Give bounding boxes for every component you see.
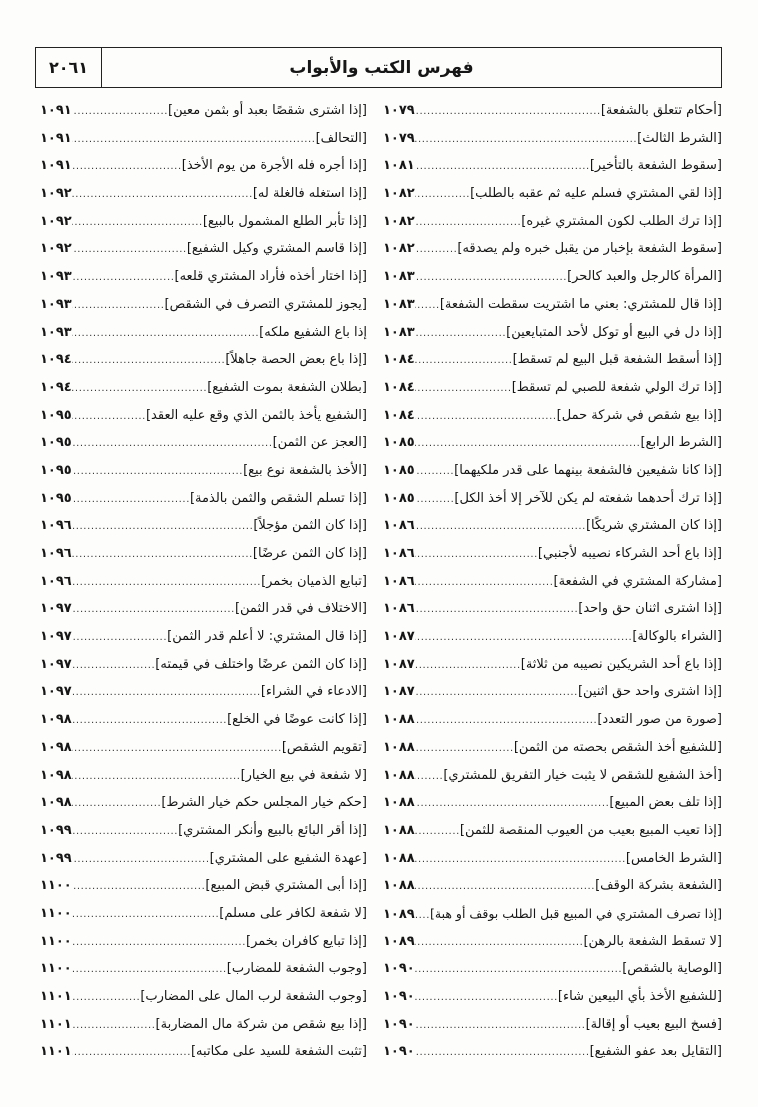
dot-leader xyxy=(72,403,146,430)
entry-page: ١٠٧٩ xyxy=(383,130,415,146)
entry-page: ١٠٨٦ xyxy=(383,601,415,617)
entry-title: [فسخ البيع بعيب أو إقالة] xyxy=(585,1016,722,1032)
index-entry xyxy=(383,623,722,651)
index-entry xyxy=(40,291,367,319)
dot-leader xyxy=(72,430,273,457)
dot-leader xyxy=(72,818,178,845)
entry-page: ١١٠١ xyxy=(40,1044,72,1060)
dot-leader xyxy=(415,569,554,596)
entry-page: ١٠٩٦ xyxy=(40,573,72,589)
index-entry xyxy=(383,928,722,956)
entry-page: ١٠٨٩ xyxy=(383,906,415,922)
entry-title: [إذا ترك الولي شفعة للصبي لم تسقط] xyxy=(511,379,722,395)
entry-page: ١٠٩٧ xyxy=(40,601,72,617)
entry-title: [يجوز للمشتري التصرف في الشقص] xyxy=(164,296,367,312)
entry-page: ١٠٩٧ xyxy=(40,656,72,672)
entry-title: [إذا باع بعض الحصة جاهلاً] xyxy=(225,352,367,368)
entry-page: ١٠٩٥ xyxy=(40,462,72,478)
index-entry xyxy=(40,595,367,623)
index-entry xyxy=(383,595,722,623)
dot-leader xyxy=(72,679,261,706)
dot-leader xyxy=(415,984,558,1011)
entry-title: [التقايل بعد عفو الشفيع] xyxy=(589,1044,722,1060)
dot-leader xyxy=(415,929,584,956)
index-entry xyxy=(40,983,367,1011)
index-entry xyxy=(383,346,722,374)
dot-leader xyxy=(415,98,601,125)
entry-title: [سقوط الشفعة بإخبار من يقبل خبره ولم يصدقه] xyxy=(457,241,722,257)
dot-leader xyxy=(72,569,261,596)
entry-page: ١٠٩٢ xyxy=(40,213,72,229)
dot-leader xyxy=(72,596,235,623)
entry-page: ١٠٩٣ xyxy=(40,269,72,285)
index-entry xyxy=(383,374,722,402)
dot-leader xyxy=(72,209,203,236)
dot-leader xyxy=(72,735,282,762)
entry-title: [أحكام تتعلق بالشفعة] xyxy=(600,103,722,118)
entry-title: [إذا اشترى شقصًا بعبد أو بثمن معين] xyxy=(168,103,367,118)
dot-leader xyxy=(415,430,641,457)
dot-leader xyxy=(72,126,316,153)
entry-page: ١٠٩٣ xyxy=(40,324,72,340)
dot-leader xyxy=(415,126,637,153)
index-entry xyxy=(40,263,367,291)
entry-page: ١٠٩٦ xyxy=(40,546,72,561)
entry-title: [حكم خيار المجلس حكم خيار الشرط] xyxy=(161,795,367,811)
entry-page: ١٠٩٢ xyxy=(40,186,72,202)
index-entry xyxy=(383,152,722,180)
entry-title: [العجز عن الثمن] xyxy=(272,435,367,451)
dot-leader xyxy=(72,153,182,180)
index-entry xyxy=(383,817,722,845)
dot-leader xyxy=(415,264,567,291)
entry-title: [أخذ الشفيع للشقص لا يثبت خيار التفريق للمشتري] xyxy=(443,767,722,783)
dot-leader xyxy=(72,790,162,817)
dot-leader xyxy=(72,901,220,928)
entry-title: [الشرط الرابع] xyxy=(640,435,722,451)
entry-title: [إذا أبى المشتري قبض المبيع] xyxy=(205,878,367,894)
entry-title: [الشفيع يأخذ بالثمن الذي وقع عليه العقد] xyxy=(145,407,367,423)
index-entry xyxy=(383,402,722,430)
index-entry xyxy=(40,125,367,153)
index-entry xyxy=(40,152,367,180)
entry-page: ١٠٨٦ xyxy=(383,518,415,534)
dot-leader xyxy=(72,513,254,540)
entry-title: [إذا قاسم المشتري وكيل الشفيع] xyxy=(186,241,367,257)
entry-title: [إذا اختار أخذه فأراد المشتري قلعه] xyxy=(174,269,367,285)
entry-title: [للشفيع أخذ الشقص بحصته من الثمن] xyxy=(513,739,722,755)
entry-page: ١٠٩٧ xyxy=(40,629,72,645)
index-entry xyxy=(383,1011,722,1039)
dot-leader xyxy=(415,679,578,706)
index-entry xyxy=(40,540,367,568)
entry-title: [الشرط الخامس] xyxy=(625,850,722,866)
dot-leader xyxy=(72,984,141,1011)
index-entry xyxy=(40,762,367,790)
index-entry xyxy=(40,568,367,596)
dot-leader xyxy=(415,375,512,402)
index-entry xyxy=(40,208,367,236)
entry-page: ١٠٩٢ xyxy=(40,241,72,257)
index-entry xyxy=(40,900,367,928)
index-entry xyxy=(40,1038,367,1066)
index-entry xyxy=(383,762,722,790)
entry-page: ١٠٨١ xyxy=(383,158,415,174)
entry-title: [وجوب الشفعة لرب المال على المضارب] xyxy=(140,989,367,1004)
entry-title: [إذا قال المشتري: لا أعلم قدر الثمن] xyxy=(167,629,367,645)
dot-leader xyxy=(415,486,455,513)
index-entry xyxy=(40,872,367,900)
entry-page: ١٠٩٩ xyxy=(40,822,72,838)
entry-page: ١٠٨٧ xyxy=(383,684,415,700)
entry-page: ١٠٩٠ xyxy=(383,989,415,1004)
index-entry xyxy=(40,319,367,347)
entry-page: ١٠٨٤ xyxy=(383,379,415,395)
entry-page: ١٠٨٣ xyxy=(383,269,415,285)
dot-leader xyxy=(415,513,586,540)
entry-page: ١٠٨٤ xyxy=(383,352,415,368)
index-column-left xyxy=(40,97,367,1066)
dot-leader xyxy=(415,236,458,263)
entry-title: [إذا كانا شفيعين فالشفعة بينهما على قدر ملكيهما] xyxy=(454,462,722,478)
index-entry xyxy=(383,512,722,540)
index-entry xyxy=(40,678,367,706)
dot-leader xyxy=(415,1012,586,1039)
index-entry xyxy=(383,734,722,762)
entry-page: ١٠٩٥ xyxy=(40,407,72,423)
entry-title: [بطلان الشفعة بموت الشفيع] xyxy=(207,379,367,395)
dot-leader xyxy=(72,236,187,263)
entry-page: ١١٠٠ xyxy=(40,933,72,949)
entry-page: ١٠٨٩ xyxy=(383,933,415,949)
entry-page: ١٠٩٥ xyxy=(40,490,72,506)
entry-title: [إذا استغله فالغلة له] xyxy=(252,186,367,202)
dot-leader xyxy=(415,624,633,651)
dot-leader xyxy=(72,541,253,568)
dot-leader xyxy=(415,818,460,845)
entry-page: ١٠٨٥ xyxy=(383,435,415,451)
entry-page: ١٠٩٠ xyxy=(383,1016,415,1032)
entry-title: [الشرط الثالث] xyxy=(637,130,722,146)
entry-page: ١٠٩١ xyxy=(40,130,72,146)
entry-title: [إذا بيع شقص في شركة حمل] xyxy=(556,407,722,423)
entry-page: ١٠٨٨ xyxy=(383,712,415,728)
index-column-right xyxy=(383,97,722,1066)
entry-page: ١٠٨٤ xyxy=(383,407,415,423)
entry-page: ١٠٨٧ xyxy=(383,629,415,645)
dot-leader xyxy=(415,763,444,790)
entry-title: [إذا بيع شقص من شركة مال المضاربة] xyxy=(155,1016,367,1032)
index-entry xyxy=(383,429,722,457)
dot-leader xyxy=(72,98,168,125)
dot-leader xyxy=(72,486,190,513)
dot-leader xyxy=(415,956,622,983)
index-entry xyxy=(383,457,722,485)
page-number: ٢٠٦١ xyxy=(36,48,102,87)
index-entry xyxy=(40,706,367,734)
index-entry xyxy=(40,651,367,679)
entry-title: [إذا أسقط الشفعة قبل البيع لم تسقط] xyxy=(512,352,722,368)
entry-title: [صورة من صور التعدد] xyxy=(597,712,722,728)
entry-title: [الشراء بالوكالة] xyxy=(632,629,722,645)
entry-title: [إذا قال للمشتري: بعني ما اشتريت سقطت الشفعة] xyxy=(439,296,722,312)
entry-title: [عهدة الشفيع على المشتري] xyxy=(209,850,367,866)
entry-title: [إذا تأبر الطلع المشمول بالبيع] xyxy=(202,213,367,229)
dot-leader xyxy=(72,624,167,651)
entry-title: [وجوب الشفعة للمضارب] xyxy=(226,961,367,977)
dot-leader xyxy=(415,846,626,873)
entry-title: [إذا تبايع كافران بخمر] xyxy=(246,933,367,949)
entry-title: [إذا لقي المشتري فسلم عليه ثم عقبه بالطلب] xyxy=(470,186,722,202)
entry-title: [للشفيع الأخذ بأي البيعين شاء] xyxy=(557,989,722,1004)
entry-page: ١٠٨٣ xyxy=(383,324,415,340)
dot-leader xyxy=(72,846,210,873)
entry-title: [الاختلاف في قدر الثمن] xyxy=(234,601,367,617)
dot-leader xyxy=(415,541,538,568)
entry-page: ١٠٩٩ xyxy=(40,850,72,866)
index-entry xyxy=(383,983,722,1011)
index-entry xyxy=(40,734,367,762)
entry-title: [إذا اشترى واحد حق اثنين] xyxy=(577,684,722,700)
entry-title: [تبايع الذميان بخمر] xyxy=(261,573,367,589)
entry-page: ١٠٩٧ xyxy=(40,684,72,700)
entry-page: ١٠٨٣ xyxy=(383,296,415,312)
entry-title: [إذا تعيب المبيع بعيب من العيوب المنقصة للثمن] xyxy=(459,822,722,838)
entry-title: [إذا دل في البيع أو توكل لأحد المتبايعين] xyxy=(506,324,722,340)
index-entry xyxy=(383,568,722,596)
index-entry xyxy=(40,1011,367,1039)
entry-page: ١٠٨٥ xyxy=(383,490,415,506)
entry-title: [الشفعة بشركة الوقف] xyxy=(595,878,722,894)
entry-title: [إذا باع أحد الشركاء نصيبه لأجنبي] xyxy=(537,546,722,561)
entry-title: [إذا كان الثمن مؤجلاً] xyxy=(253,518,367,534)
entry-title: [سقوط الشفعة بالتأخير] xyxy=(589,158,722,174)
index-entry xyxy=(40,928,367,956)
dot-leader xyxy=(72,292,165,319)
entry-title: [إذا كانت عوضًا في الخلع] xyxy=(227,712,367,728)
entry-title: [الأخذ بالشفعة نوع بيع] xyxy=(243,462,367,478)
index-entry xyxy=(40,374,367,402)
dot-leader xyxy=(72,956,227,983)
entry-page: ١١٠١ xyxy=(40,989,72,1004)
index-entry xyxy=(383,900,722,928)
dot-leader xyxy=(415,652,521,679)
entry-page: ١٠٨٢ xyxy=(383,213,415,229)
index-entry xyxy=(383,845,722,873)
index-entry xyxy=(40,457,367,485)
entry-title: [التحالف] xyxy=(315,130,367,146)
entry-title: [إذا ترك أحدهما شفعته لم يكن للآخر إلا أخذ الكل] xyxy=(454,490,722,506)
index-entry xyxy=(40,429,367,457)
entry-page: ١٠٨٨ xyxy=(383,822,415,838)
entry-page: ١٠٨٨ xyxy=(383,850,415,866)
entry-page: ١٠٩٠ xyxy=(383,961,415,977)
index-entry xyxy=(383,180,722,208)
entry-page: ١٠٩٨ xyxy=(40,739,72,755)
entry-page: ١٠٨٦ xyxy=(383,573,415,589)
entry-title: [إذا باع أحد الشريكين نصيبه من ثلاثة] xyxy=(520,656,722,672)
index-entry xyxy=(383,125,722,153)
entry-title: [لا شفعة في بيع الخيار] xyxy=(240,767,367,783)
entry-page: ١٠٨٥ xyxy=(383,462,415,478)
dot-leader xyxy=(72,264,175,291)
entry-title: [مشاركة المشتري في الشفعة] xyxy=(553,573,722,589)
entry-title: [إذا تصرف المشتري في المبيع قبل الطلب بوقف أو هبة] xyxy=(430,905,722,921)
dot-leader xyxy=(415,209,522,236)
entry-title: [إذا تلف بعض المبيع] xyxy=(609,795,722,811)
dot-leader xyxy=(72,181,253,208)
index-entry xyxy=(383,678,722,706)
entry-page: ١٠٩٨ xyxy=(40,767,72,783)
entry-page: ١٠٨٨ xyxy=(383,878,415,894)
entry-page: ١١٠١ xyxy=(40,1016,72,1032)
dot-leader xyxy=(415,292,440,319)
entry-title: [لا شفعة لكافر على مسلم] xyxy=(219,905,367,921)
dot-leader xyxy=(72,873,206,900)
entry-title: [الادعاء في الشراء] xyxy=(260,684,367,700)
dot-leader xyxy=(415,707,598,734)
entry-page: ١٠٨٨ xyxy=(383,767,415,783)
index-entry xyxy=(383,97,722,125)
entry-title: [المرأة كالرجل والعبد كالحر] xyxy=(567,269,722,285)
entry-page: ١٠٩١ xyxy=(40,158,72,174)
entry-page: ١٠٨٨ xyxy=(383,739,415,755)
entry-page: ١٠٨٨ xyxy=(383,795,415,811)
dot-leader xyxy=(72,707,227,734)
dot-leader xyxy=(72,1012,156,1039)
dot-leader xyxy=(415,458,454,485)
index-entry xyxy=(40,97,367,125)
index-entry xyxy=(40,346,367,374)
index-entry xyxy=(383,540,722,568)
dot-leader xyxy=(72,652,156,679)
entry-page: ١٠٨٢ xyxy=(383,186,415,202)
entry-title: [إذا تسلم الشقص والثمن بالذمة] xyxy=(189,490,367,506)
dot-leader xyxy=(415,347,513,374)
index-entry xyxy=(40,180,367,208)
entry-title: [تقويم الشقص] xyxy=(281,739,367,755)
index-entry xyxy=(40,512,367,540)
entry-page: ١٠٩٥ xyxy=(40,435,72,451)
dot-leader xyxy=(72,763,241,790)
entry-page: ١١٠٠ xyxy=(40,961,72,977)
dot-leader xyxy=(72,458,243,485)
dot-leader xyxy=(72,1039,191,1066)
dot-leader xyxy=(415,320,506,347)
page-title: فهرس الكتب والأبواب xyxy=(289,57,474,78)
index-entry xyxy=(383,1038,722,1066)
dot-leader xyxy=(415,1039,590,1066)
dot-leader xyxy=(415,181,470,208)
dot-leader xyxy=(415,596,579,623)
index-entry xyxy=(383,485,722,513)
dot-leader xyxy=(415,153,590,180)
entry-title: [إذا كان المشتري شريكًا] xyxy=(585,518,722,534)
entry-title: [تثبت الشفعة للسيد على مكاتبه] xyxy=(190,1044,367,1060)
index-entry xyxy=(40,955,367,983)
dot-leader xyxy=(415,403,557,430)
entry-title: إذا باع الشفيع ملكه] xyxy=(259,324,367,340)
entry-page: ١٠٨٧ xyxy=(383,656,415,672)
entry-page: ١٠٩٤ xyxy=(40,379,72,395)
index-entry xyxy=(383,319,722,347)
dot-leader xyxy=(415,790,610,817)
index-entry xyxy=(383,955,722,983)
index-entry xyxy=(40,845,367,873)
entry-page: ١٠٩٨ xyxy=(40,712,72,728)
entry-page: ١٠٨٦ xyxy=(383,546,415,561)
entry-page: ١٠٨٢ xyxy=(383,241,415,257)
entry-page: ١٠٩٣ xyxy=(40,296,72,312)
dot-leader xyxy=(415,735,514,762)
entry-page: ١١٠٠ xyxy=(40,905,72,921)
index-entry xyxy=(40,235,367,263)
index-entry xyxy=(383,263,722,291)
index-entry xyxy=(40,789,367,817)
index-entry xyxy=(383,651,722,679)
entry-page: ١٠٩٠ xyxy=(383,1044,415,1060)
index-entry xyxy=(383,872,722,900)
dot-leader xyxy=(72,347,226,374)
entry-page: ١٠٩١ xyxy=(40,103,72,118)
index-entry xyxy=(383,706,722,734)
entry-title: [الوصاية بالشقص] xyxy=(622,961,722,977)
entry-title: [إذا اشترى اثنان حق واحد] xyxy=(578,601,722,617)
entry-page: ١٠٩٨ xyxy=(40,795,72,811)
entry-page: ١٠٧٩ xyxy=(383,103,415,118)
index-entry xyxy=(383,291,722,319)
index-entry xyxy=(383,235,722,263)
index-entry xyxy=(383,789,722,817)
index-entry xyxy=(40,485,367,513)
entry-title: [إذا أجره فله الأجرة من يوم الأخذ] xyxy=(181,158,367,174)
dot-leader xyxy=(72,320,259,347)
entry-title: [إذا أقر البائع بالبيع وأنكر المشتري] xyxy=(178,822,367,838)
dot-leader xyxy=(415,902,430,928)
dot-leader xyxy=(72,929,246,956)
entry-title: [إذا كان الثمن عرضًا واختلف في قيمته] xyxy=(155,656,367,672)
page-header xyxy=(35,47,722,88)
entry-title: [لا تسقط الشفعة بالرهن] xyxy=(583,933,722,949)
index-entry xyxy=(383,208,722,236)
entry-page: ١٠٩٤ xyxy=(40,352,72,368)
index-entry xyxy=(40,623,367,651)
entry-page: ١٠٩٦ xyxy=(40,518,72,534)
index-entry xyxy=(40,402,367,430)
entry-title: [إذا ترك الطلب لكون المشتري غيره] xyxy=(521,213,722,229)
dot-leader xyxy=(72,375,207,402)
entry-title: [إذا كان الثمن عرضًا] xyxy=(252,546,367,561)
index-entry xyxy=(40,817,367,845)
entry-page: ١١٠٠ xyxy=(40,878,72,894)
dot-leader xyxy=(415,873,595,900)
